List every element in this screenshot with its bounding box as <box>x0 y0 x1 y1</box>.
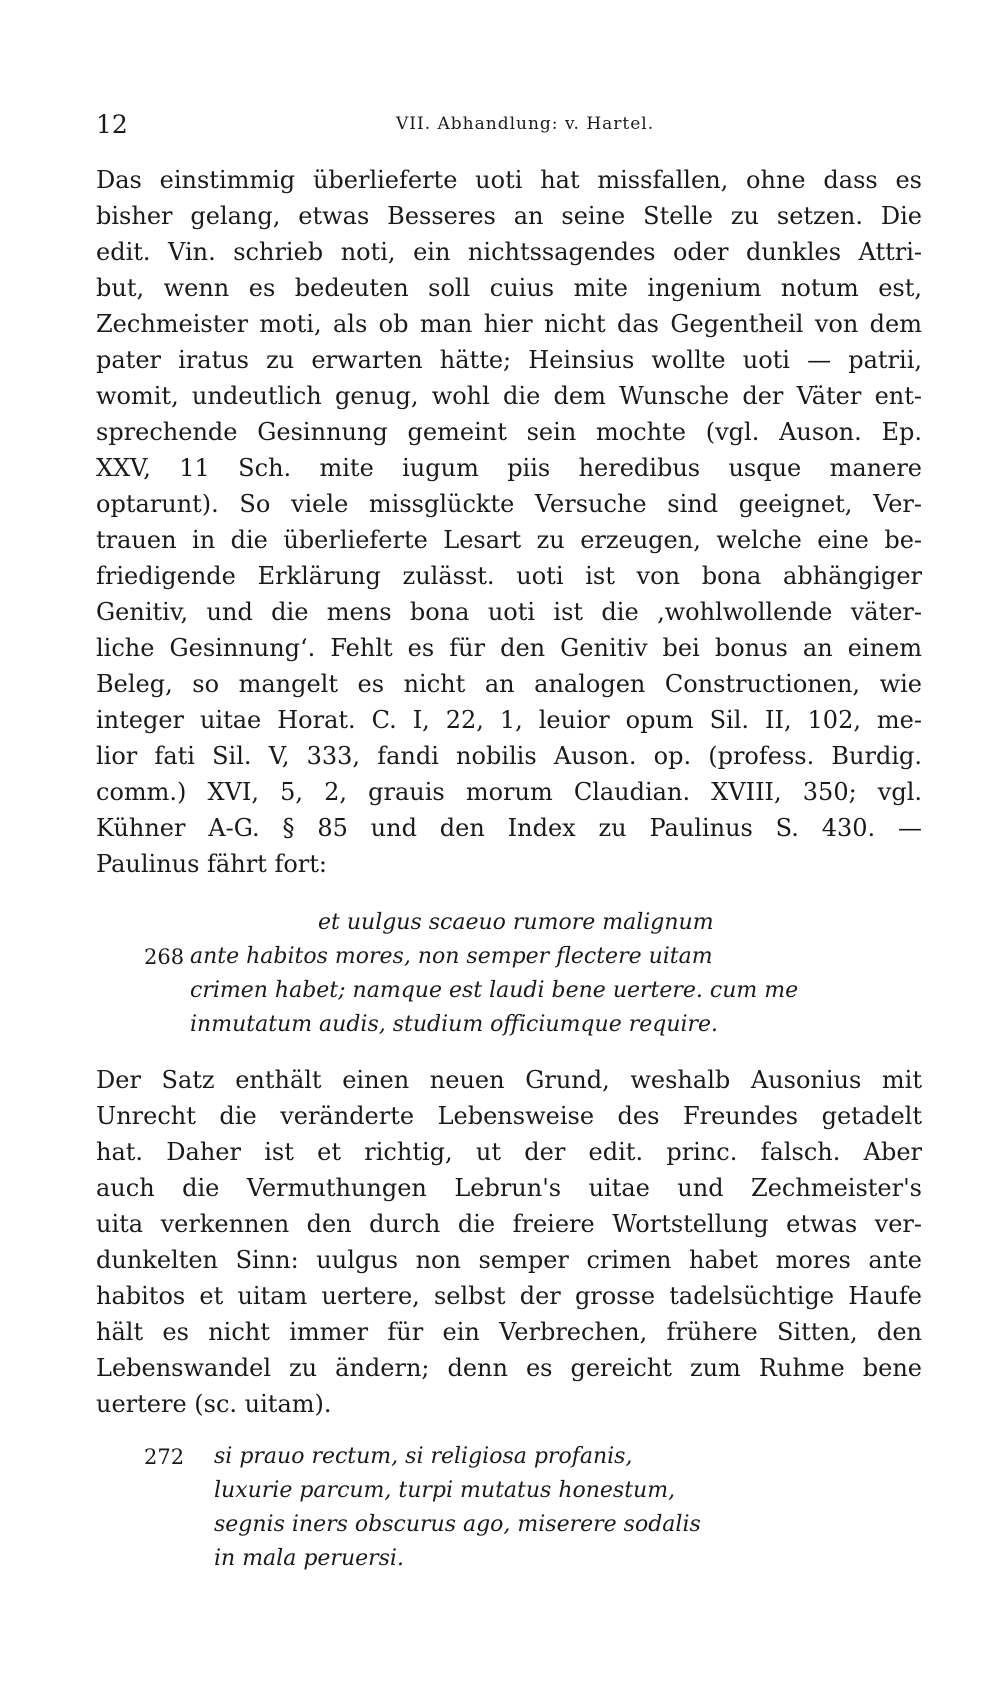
text-line: bisher gelang, etwas Besseres an seine Stelle zu setzen. Die <box>96 202 922 230</box>
verse-line-number: 272 <box>144 1445 185 1469</box>
text-line: Paulinus fährt fort: <box>96 850 327 878</box>
text-line: Zechmeister moti, als ob man hier nicht das Gegentheil von dem <box>96 310 922 338</box>
verse-line-text: luxurie parcum, turpi mutatus honestum, <box>214 1478 676 1503</box>
text-line: Das einstimmig überlieferte uoti hat missfallen, ohne dass es <box>96 166 922 194</box>
verse-line-number: 268 <box>144 945 185 969</box>
verse-line <box>96 1542 936 1576</box>
text-line: Kühner A-G. § 85 und den Index zu Paulinus S. 430. — <box>96 814 922 842</box>
text-line: womit, undeutlich genug, wohl die dem Wunsche der Väter ent- <box>96 382 922 410</box>
verse-line-text: segnis iners obscurus ago, miserere sodalis <box>214 1512 701 1537</box>
verse-line-text: et uulgus scaeuo rumore malignum <box>318 910 714 935</box>
text-line: Lebenswandel zu ändern; denn es gereicht zum Ruhme bene <box>96 1354 922 1382</box>
verse-line-text: si prauo rectum, si religiosa profanis, <box>214 1444 633 1469</box>
verse-line <box>96 1474 936 1508</box>
text-line: pater iratus zu erwarten hätte; Heinsius wollte uoti — patrii, <box>96 346 922 374</box>
page-number: 12 <box>96 110 128 139</box>
verse-quote-2 <box>96 1440 936 1576</box>
verse-line-text: inmutatum audis, studium officiumque require. <box>190 1012 719 1037</box>
verse-line <box>96 940 936 974</box>
text-line: habitos et uitam uertere, selbst der grosse tadelsüchtige Haufe <box>96 1282 922 1310</box>
text-line: uita verkennen den durch die freiere Wortstellung etwas ver- <box>96 1210 922 1238</box>
verse-line <box>96 1508 936 1542</box>
text-line: hat. Daher ist et richtig, ut der edit. princ. falsch. Aber <box>96 1138 922 1166</box>
verse-line <box>96 1440 936 1474</box>
text-line: trauen in die überlieferte Lesart zu erzeugen, welche eine be- <box>96 526 922 554</box>
verse-line <box>96 974 936 1008</box>
text-line: Unrecht die veränderte Lebensweise des Freundes getadelt <box>96 1102 922 1130</box>
verse-line <box>96 1008 936 1042</box>
paragraph-1 <box>96 162 922 882</box>
verse-line-text: in mala peruersi. <box>214 1546 404 1571</box>
text-line: but, wenn es bedeuten soll cuius mite ingenium notum est, <box>96 274 922 302</box>
text-line: sprechende Gesinnung gemeint sein mochte (vgl. Auson. Ep. <box>96 418 922 446</box>
text-line: edit. Vin. schrieb noti, ein nichtssagendes oder dunkles Attri- <box>96 238 922 266</box>
verse-line-text: crimen habet; namque est laudi bene uertere. cum me <box>190 978 799 1003</box>
text-line: comm.) XVI, 5, 2, grauis morum Claudian. XVIII, 350; vgl. <box>96 778 922 806</box>
text-line: XXV, 11 Sch. mite iugum piis heredibus usque manere <box>96 454 922 482</box>
text-line: Genitiv, und die mens bona uoti ist die ‚wohlwollende väter- <box>96 598 922 626</box>
paragraph-2 <box>96 1062 922 1422</box>
text-line: auch die Vermuthungen Lebrun's uitae und Zechmeister's <box>96 1174 922 1202</box>
verse-line <box>96 906 936 940</box>
text-line: integer uitae Horat. C. I, 22, 1, leuior opum Sil. II, 102, me- <box>96 706 922 734</box>
running-head: VII. Abhandlung: v. Hartel. <box>396 114 655 134</box>
text-line: uertere (sc. uitam). <box>96 1390 332 1418</box>
text-line: Beleg, so mangelt es nicht an analogen Constructionen, wie <box>96 670 922 698</box>
text-line: optarunt). So viele missglückte Versuche sind geeignet, Ver- <box>96 490 922 518</box>
text-line: liche Gesinnung‘. Fehlt es für den Genitiv bei bonus an einem <box>96 634 922 662</box>
text-line: Der Satz enthält einen neuen Grund, weshalb Ausonius mit <box>96 1066 922 1094</box>
text-line: friedigende Erklärung zulässt. uoti ist von bona abhängiger <box>96 562 922 590</box>
text-line: dunkelten Sinn: uulgus non semper crimen habet mores ante <box>96 1246 922 1274</box>
text-line: lior fati Sil. V, 333, fandi nobilis Auson. op. (profess. Burdig. <box>96 742 922 770</box>
text-line: hält es nicht immer für ein Verbrechen, frühere Sitten, den <box>96 1318 922 1346</box>
verse-line-text: ante habitos mores, non semper flectere uitam <box>190 944 713 969</box>
page-header <box>96 110 936 142</box>
verse-quote-1 <box>96 906 936 1042</box>
